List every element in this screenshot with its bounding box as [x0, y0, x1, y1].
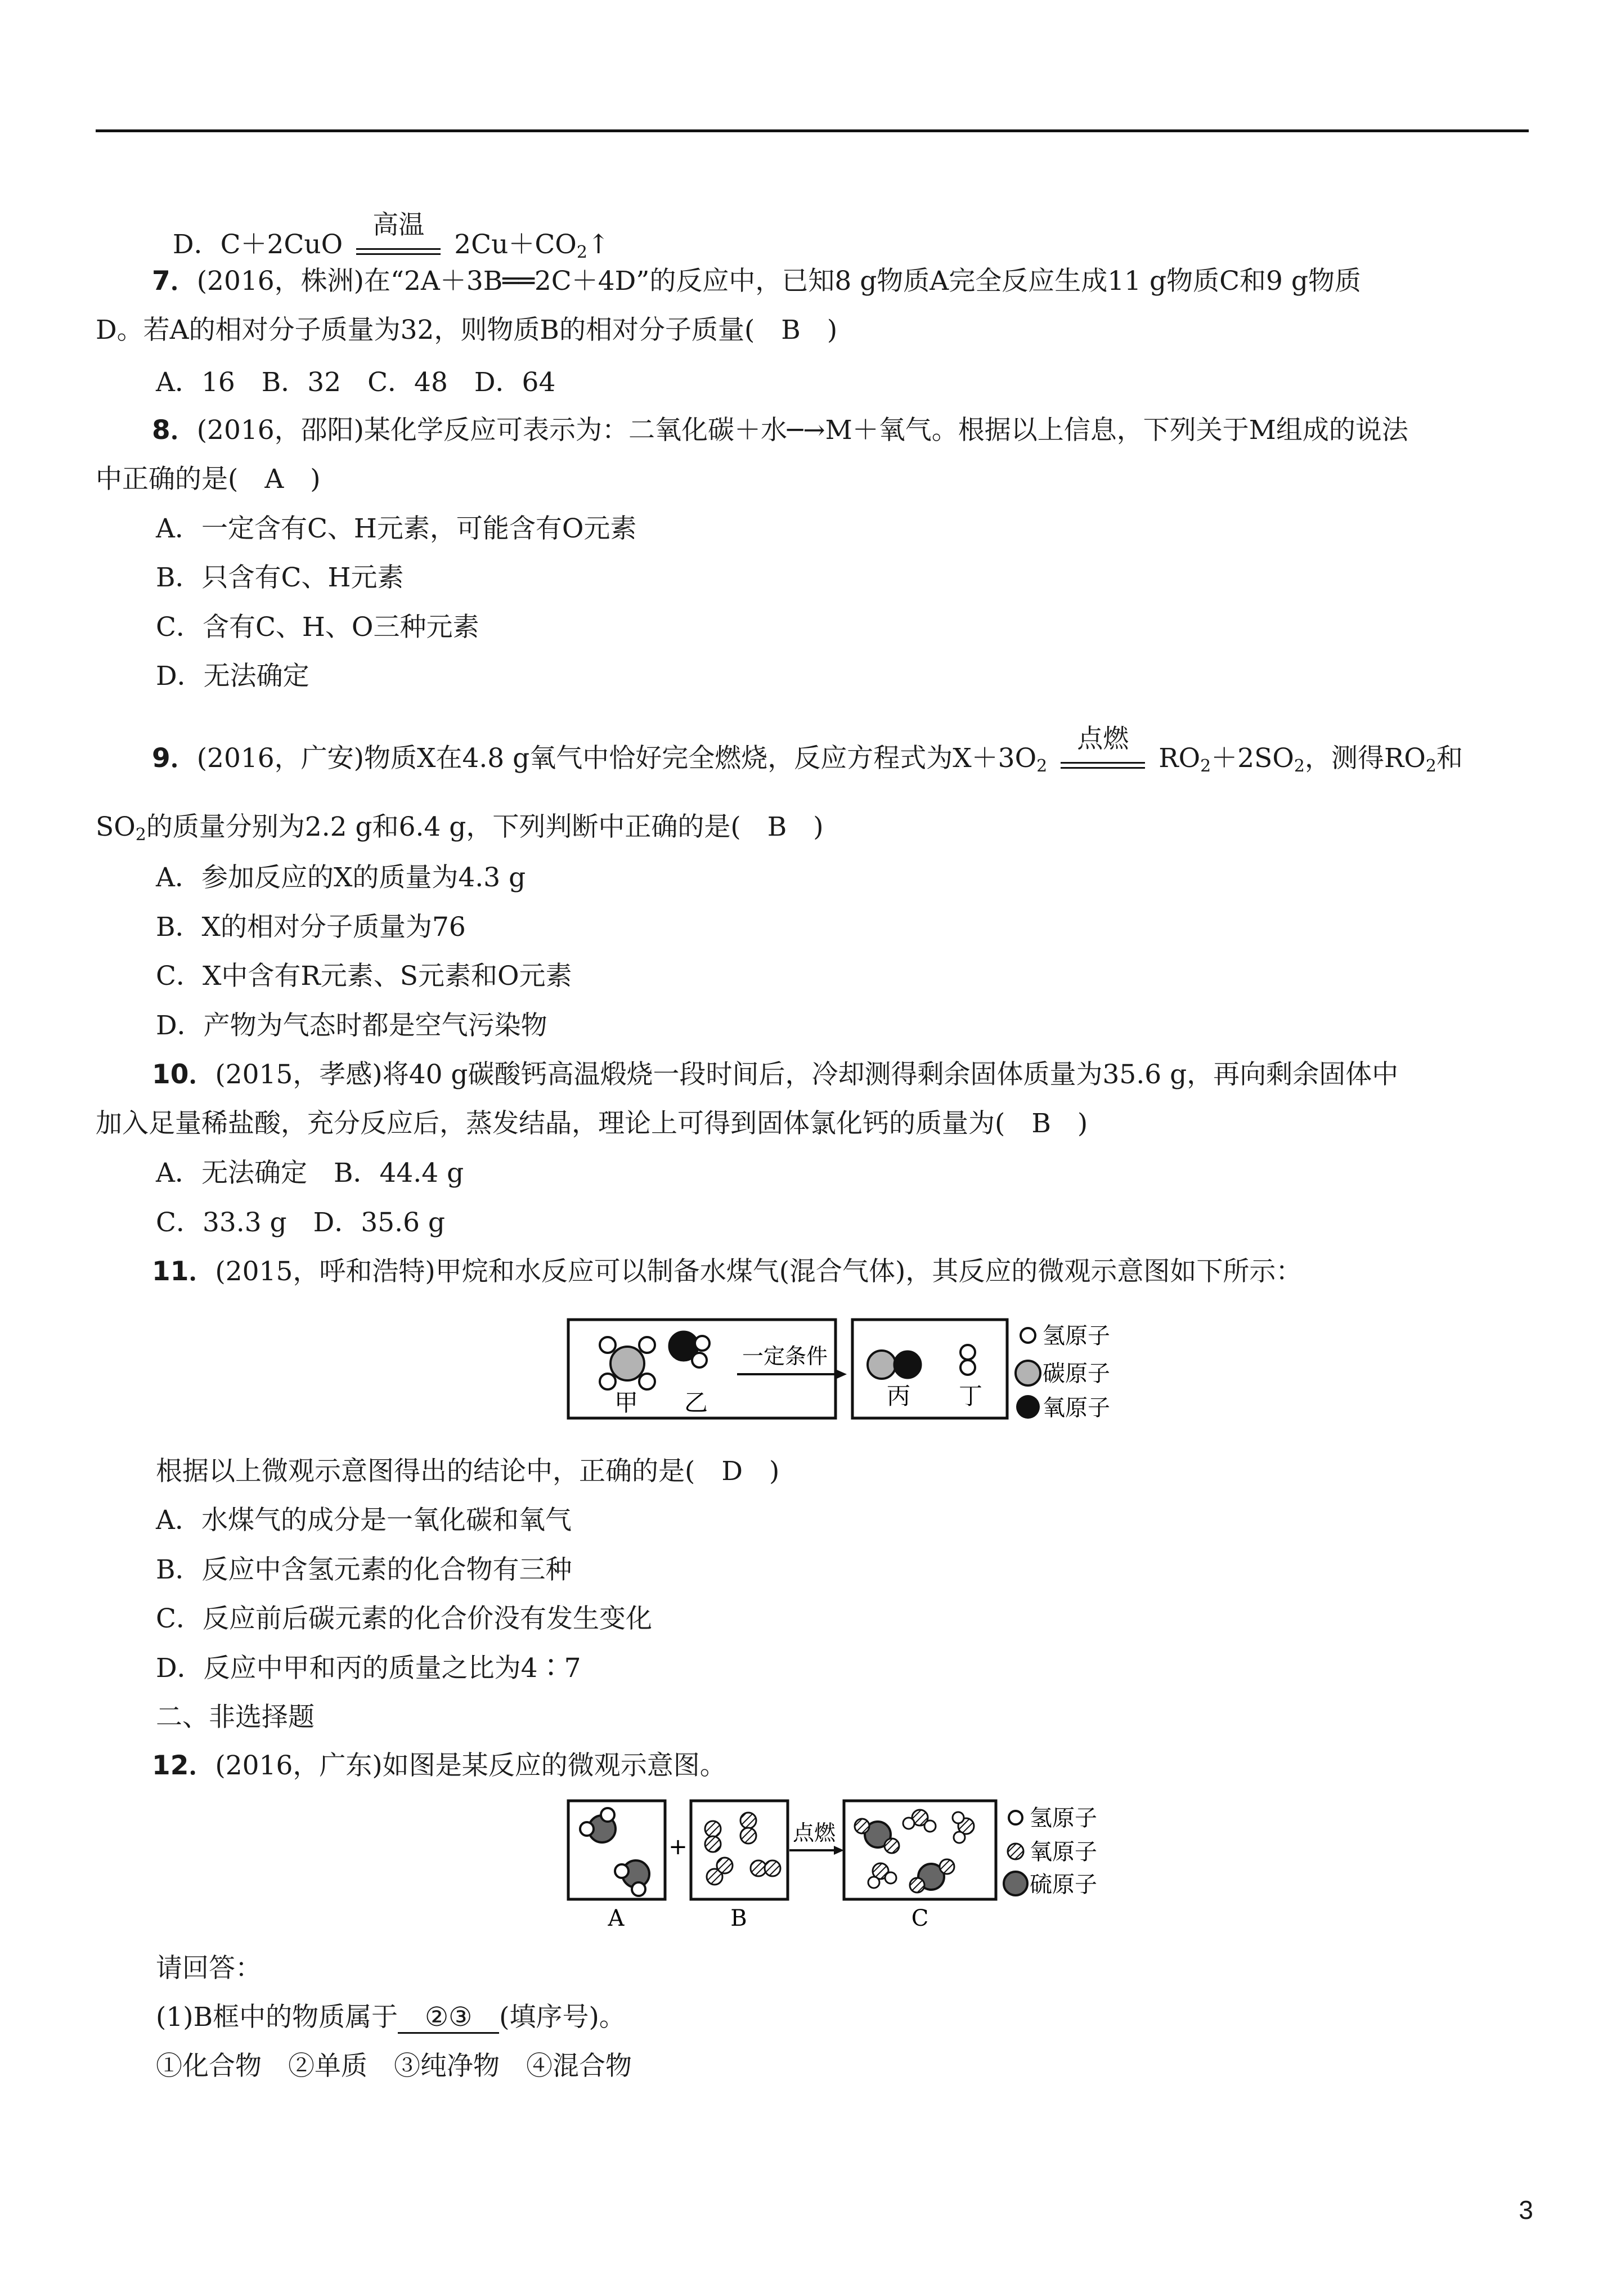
hydrogen-atom	[580, 1822, 594, 1836]
q7-line1: 7．(2016，株洲)在“2A＋3B══2C＋4D”的反应中，已知8 g物质A完全反应生成11 g物质C和9 g物质	[152, 266, 1361, 297]
q12-line1: 12．(2016，广东)如图是某反应的微观示意图。	[152, 1750, 726, 1781]
hydrogen-atom	[600, 1374, 616, 1389]
condition-label: 点燃	[1077, 723, 1129, 754]
hydrogen-atom	[601, 1808, 614, 1822]
hydrogen-atom	[960, 1345, 975, 1360]
label-a: A	[608, 1905, 625, 1931]
oxygen-atom	[894, 1351, 921, 1378]
q8-line1: 8．(2016，邵阳)某化学反应可表示为：二氧化碳＋水─→M＋氧气。根据以上信息，下列关于M组成的说法	[152, 415, 1408, 446]
hydrogen-atom	[600, 1337, 616, 1353]
oxygen-legend-icon	[1016, 1395, 1040, 1419]
oxygen-atom	[705, 1836, 721, 1852]
q8-line2: 中正确的是( A )	[96, 464, 321, 495]
q11-option-a: A．水煤气的成分是一氧化碳和氧气	[156, 1505, 572, 1536]
q10-option-ab: A．无法确定 B．44.4 g	[156, 1158, 464, 1189]
condition-label: 高温	[372, 209, 425, 240]
oxygen-legend-icon	[1008, 1844, 1023, 1859]
hydrogen-atom	[960, 1360, 975, 1375]
carbon-legend-icon	[1016, 1361, 1040, 1385]
q12-choices: ①化合物 ②单质 ③纯净物 ④混合物	[156, 2051, 632, 2082]
legend	[1016, 1323, 1110, 1421]
hydrogen-atom	[692, 1353, 707, 1367]
q11-option-c: C．反应前后碳元素的化合价没有发生变化	[156, 1603, 652, 1634]
q9-option-c: C．X中含有R元素、S元素和O元素	[156, 961, 572, 992]
legend-hydrogen: 氢原子	[1030, 1805, 1097, 1831]
hydrogen-atom	[954, 1832, 965, 1843]
q8-option-d: D．无法确定	[156, 661, 309, 692]
hydrogen-atom	[924, 1820, 936, 1832]
legend	[1004, 1805, 1097, 1898]
q9-line1: 9．(2016，广安)物质X在4.8 g氧气中恰好完全燃烧，反应方程式为$X+3O_2$ 点燃 $RO_2+2SO_2$，测得$RO_2$和	[152, 742, 1463, 783]
label-ding: 丁	[958, 1382, 983, 1410]
label-c: C	[911, 1905, 929, 1931]
page-number: 3	[1519, 2195, 1533, 2225]
q10-option-cd: C．33.3 g D．35.6 g	[156, 1207, 445, 1238]
label-bing: 丙	[886, 1382, 911, 1410]
q7-line2: D。若A的相对分子质量为32，则物质B的相对分子质量( B )	[96, 315, 838, 346]
q11-line1: 11．(2015，呼和浩特)甲烷和水反应可以制备水煤气(混合气体)，其反应的微观示意图如下所示：	[152, 1256, 1303, 1287]
section-title: 二、非选择题	[156, 1702, 315, 1733]
q10-line2: 加入足量稀盐酸，充分反应后，蒸发结晶，理论上可得到固体氯化钙的质量为( B )	[96, 1108, 1088, 1139]
gas-arrow: ↑	[587, 229, 610, 260]
hydrogen-atom	[632, 1882, 645, 1896]
label-b: B	[730, 1905, 747, 1931]
hydrogen-atom	[903, 1818, 914, 1829]
oxygen-atom	[910, 1878, 924, 1893]
label-yi: 乙	[684, 1389, 708, 1416]
label-jia: 甲	[614, 1389, 639, 1416]
q11-option-d: D．反应中甲和丙的质量之比为4∶7	[156, 1653, 581, 1684]
equation-left: D．C＋2CuO	[172, 229, 343, 260]
sulfur-legend-icon	[1004, 1872, 1027, 1895]
hydrogen-legend-icon	[1009, 1811, 1022, 1824]
q9-option-a: A．参加反应的X的质量为4.3 g	[156, 862, 526, 893]
hydrogen-atom	[639, 1337, 655, 1353]
q12-micro-diagram	[565, 1792, 1134, 1936]
header-rule	[96, 129, 1529, 132]
reaction-condition	[1061, 723, 1145, 783]
oxygen-atom	[740, 1828, 756, 1844]
hydrogen-atom	[885, 1872, 896, 1884]
box-a	[568, 1801, 665, 1899]
oxygen-atom	[855, 1819, 869, 1833]
arrow-condition: 点燃	[792, 1820, 836, 1845]
legend-carbon: 碳原子	[1043, 1361, 1110, 1387]
q8-option-b: B．只含有C、H元素	[156, 562, 404, 593]
q10-line1: 10．(2015，孝感)将40 g碳酸钙高温煅烧一段时间后，冷却测得剩余固体质量为35.6 g，再向剩余固体中	[152, 1059, 1399, 1090]
q11-option-b: B．反应中含氢元素的化合物有三种	[156, 1554, 572, 1585]
oxygen-atom	[884, 1838, 899, 1853]
oxygen-atom	[717, 1858, 733, 1873]
plus-sign: +	[668, 1834, 688, 1860]
arrow-head	[834, 1846, 844, 1855]
oxygen-atom	[940, 1859, 954, 1874]
q9-option-b: B．X的相对分子质量为76	[156, 912, 466, 943]
oxygen-atom	[705, 1821, 721, 1837]
legend-oxygen: 氧原子	[1030, 1839, 1097, 1865]
hydrogen-atom	[695, 1336, 710, 1351]
box-b	[691, 1801, 788, 1899]
legend-hydrogen: 氢原子	[1043, 1323, 1110, 1349]
oxygen-atom	[740, 1813, 756, 1828]
q9-option-d: D．产物为气态时都是空气污染物	[156, 1010, 547, 1041]
q12-prompt: 请回答：	[156, 1953, 262, 1984]
answer-blank: ②③	[398, 2003, 499, 2034]
q11-micro-diagram	[565, 1314, 1128, 1427]
carbon-atom	[610, 1347, 644, 1380]
q8-option-c: C．含有C、H、O三种元素	[156, 612, 479, 643]
arrow-head	[837, 1370, 847, 1379]
legend-sulfur: 硫原子	[1030, 1872, 1097, 1898]
q11-stem: 根据以上微观示意图得出的结论中，正确的是( D )	[156, 1456, 780, 1487]
hydrogen-atom	[868, 1877, 879, 1888]
oxygen-atom	[765, 1860, 780, 1876]
q7-options: A．16 B．32 C．48 D．64	[156, 367, 556, 398]
q9-line2: $SO_2$的质量分别为2.2 g和6.4 g，下列判断中正确的是( B )	[96, 811, 824, 845]
legend-oxygen: 氧原子	[1043, 1395, 1110, 1421]
arrow-condition: 一定条件	[742, 1344, 828, 1369]
hydrogen-atom	[953, 1812, 964, 1823]
equation-right: 2Cu＋CO	[454, 229, 577, 260]
hydrogen-legend-icon	[1021, 1328, 1035, 1343]
hydrogen-atom	[615, 1864, 628, 1878]
q8-option-a: A．一定含有C、H元素，可能含有O元素	[156, 513, 637, 544]
q12-sub1: (1)B框中的物质属于 ②③ (填序号)。	[156, 2002, 626, 2033]
hydrogen-atom	[639, 1374, 655, 1389]
prev-option-d: D．C＋2CuO 高温 $2Cu+CO_2↑$	[156, 194, 609, 270]
carbon-atom	[868, 1351, 896, 1379]
